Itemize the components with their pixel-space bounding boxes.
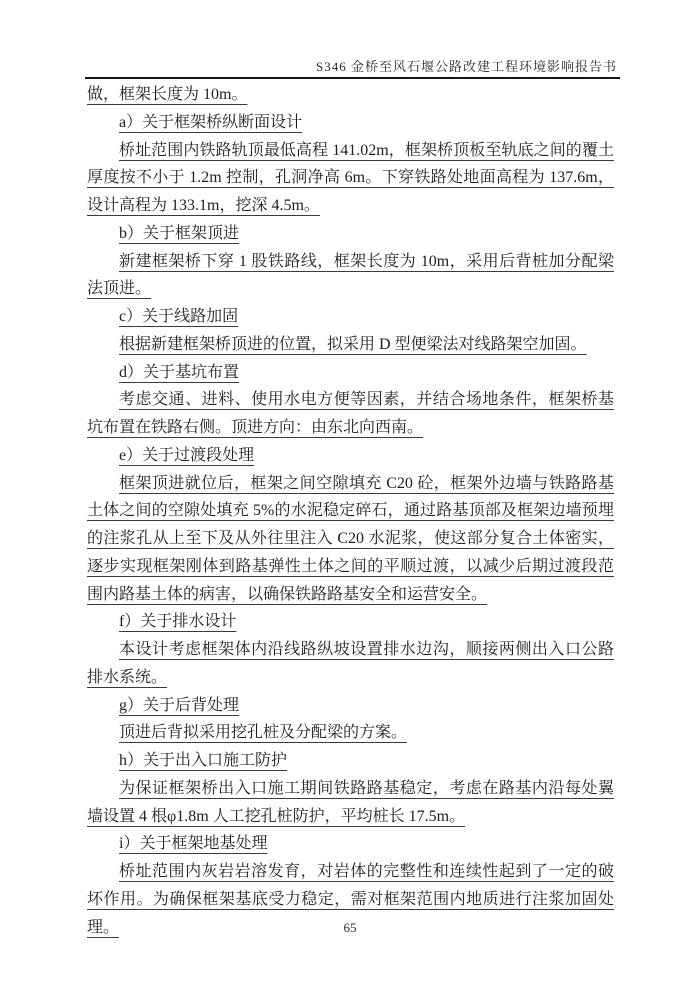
section-heading-g: g）关于后背处理 — [119, 696, 240, 714]
section-heading-c: c）关于线路加固 — [119, 308, 239, 325]
body-paragraph: 桥址范围内灰岩岩溶发育，对岩体的完整性和连续性起到了一定的破坏作用。为确保框架基底受力稳定，需对框架范围内地质进行注浆加固处理。 — [87, 863, 614, 936]
body-paragraph: 本设计考虑框架体内沿线路纵坡设置排水边沟，顺接两侧出入口公路排水系统。 — [87, 641, 614, 686]
body-paragraph: 根据新建框架桥顶进的位置，拟采用 D 型便梁法对线路架空加固。 — [119, 335, 587, 353]
header-rule — [85, 77, 620, 79]
body-paragraph: 框架顶进就位后，框架之间空隙填充 C20 砼，框架外边墙与铁路路基土体之间的空隙处填充 5%的水泥稳定碎石，通过路基顶部及框架边墙预埋的注浆孔从上至下及从外往里注入 C20 水泥浆，使这部分复合土体密实，逐步实现框架刚体到路基弹性土体之间的平顺过渡，以减少后期过渡段范围内路基土体的病害，以确保铁路路基安全和运营安全。 — [87, 474, 614, 603]
section-heading-e: e）关于过渡段处理 — [119, 446, 255, 464]
body-paragraph: 顶进后背拟采用挖孔桩及分配梁的方案。 — [119, 724, 408, 742]
section-heading-i: i）关于框架地基处理 — [119, 835, 268, 853]
body-paragraph: 为保证框架桥出入口施工期间铁路路基稳定，考虑在路基内沿每处翼墙设置 4 根φ1.8m 人工挖孔桩防护，平均桩长 17.5m。 — [87, 779, 614, 825]
section-heading-h: h）关于出入口施工防护 — [119, 752, 288, 769]
page-number: 65 — [343, 920, 357, 935]
body-paragraph: 桥址范围内铁路轨顶最低高程 141.02m，框架桥顶板至轨底之间的覆土厚度按不小于 1.2m 控制，孔洞净高 6m。下穿铁路处地面高程为 137.6m，设计高程为 133.1m，挖深 4.5m。 — [87, 141, 614, 214]
running-header-title: S346 金桥至风石堰公路改建工程环境影响报告书 — [316, 59, 617, 74]
page-body — [87, 81, 614, 941]
section-heading-b: b）关于框架顶进 — [119, 224, 240, 242]
body-paragraph: 新建框架桥下穿 1 股铁路线，框架长度为 10m，采用后背桩加分配梁法顶进。 — [87, 252, 614, 298]
section-heading-a: a）关于框架桥纵断面设计 — [119, 113, 303, 131]
body-paragraph: 考虑交通、进料、使用水电方便等因素，并结合场地条件，框架桥基坑布置在铁路右侧。顶进方向：由东北向西南。 — [87, 391, 614, 436]
section-heading-d: d）关于基坑布置 — [119, 363, 240, 381]
section-heading-f: f）关于排水设计 — [119, 613, 237, 631]
body-paragraph: 做，框架长度为 10m。 — [87, 86, 248, 103]
